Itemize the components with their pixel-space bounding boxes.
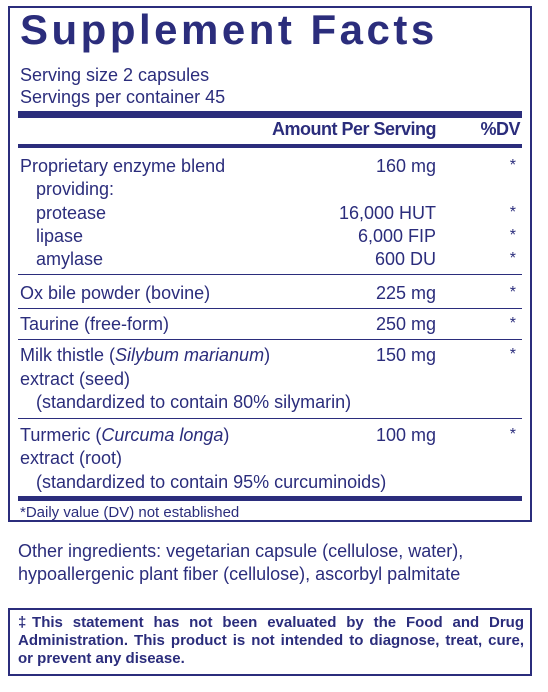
ingredient-subtext: providing:: [36, 179, 115, 199]
ingredient-name: [20, 344, 270, 366]
ingredient-amount: 250 mg: [375, 314, 436, 334]
ingredient-amount: 600 DU: [374, 249, 436, 269]
ingredient-dv: *: [509, 426, 516, 443]
ingredient-dv: *: [509, 315, 516, 332]
ingredient-name: amylase: [36, 249, 104, 269]
ingredient-name: protease: [36, 203, 107, 223]
other-ingredients: Other ingredients: vegetarian capsule (cellulose, water), hypoallergenic plant fiber (cellulose), ascorbyl palmitate: [18, 541, 464, 584]
latin-name: Curcuma longa: [101, 425, 224, 445]
ingredient-amount: 150 mg: [375, 345, 436, 365]
ingredient-dv: *: [509, 250, 516, 267]
footnote: *Daily value (DV) not established: [20, 504, 240, 521]
supplement-facts-panel: [8, 6, 532, 522]
fda-disclaimer: ‡This statement has not been evaluated by the Food and Drug Administration. This product is not intended to diagnose, treat, cure, or prevent any disease.: [8, 608, 532, 676]
row-divider: [18, 308, 522, 309]
ingredient-amount: 6,000 FIP: [357, 226, 436, 246]
ingredient-dv: *: [509, 227, 516, 244]
ingredient-amount: 160 mg: [375, 156, 436, 176]
ingredient-name: Proprietary enzyme blend: [20, 156, 226, 176]
amount-header: Amount Per Serving: [271, 119, 436, 139]
ingredient-dv: *: [509, 284, 516, 301]
ingredient-name: Ox bile powder (bovine): [20, 283, 211, 303]
row-divider: [18, 339, 522, 340]
ingredient-subtext: extract (root): [20, 448, 123, 468]
name-part: Milk thistle (: [20, 345, 116, 365]
ingredient-amount: 16,000 HUT: [338, 203, 436, 223]
ingredient-subtext: (standardized to contain 80% silymarin): [36, 392, 352, 412]
ingredient-dv: *: [509, 157, 516, 174]
serving-size: Serving size 2 capsules: [20, 65, 210, 85]
thick-rule-top: [18, 111, 522, 118]
ingredient-name: [20, 424, 229, 446]
thick-rule-bottom: [18, 496, 522, 501]
dv-header: %DV: [480, 119, 520, 139]
name-part: Turmeric (: [20, 425, 102, 445]
ingredient-name: lipase: [36, 226, 84, 246]
ingredient-subtext: extract (seed): [20, 369, 131, 389]
ingredient-name: Taurine (free-form): [20, 314, 170, 334]
ingredient-dv: *: [509, 346, 516, 363]
panel-title: Supplement Facts: [20, 6, 438, 53]
ingredient-dv: *: [509, 204, 516, 221]
latin-name: Silybum marianum: [115, 345, 265, 365]
servings-per-container: Servings per container 45: [20, 87, 226, 107]
ingredient-amount: 225 mg: [375, 283, 436, 303]
ingredient-subtext: (standardized to contain 95% curcuminoids): [36, 472, 387, 492]
row-divider: [18, 274, 522, 275]
thick-rule-header: [18, 144, 522, 148]
row-divider: [18, 418, 522, 419]
name-part: ): [223, 425, 230, 445]
name-part: ): [264, 345, 271, 365]
ingredient-amount: 100 mg: [375, 425, 436, 445]
